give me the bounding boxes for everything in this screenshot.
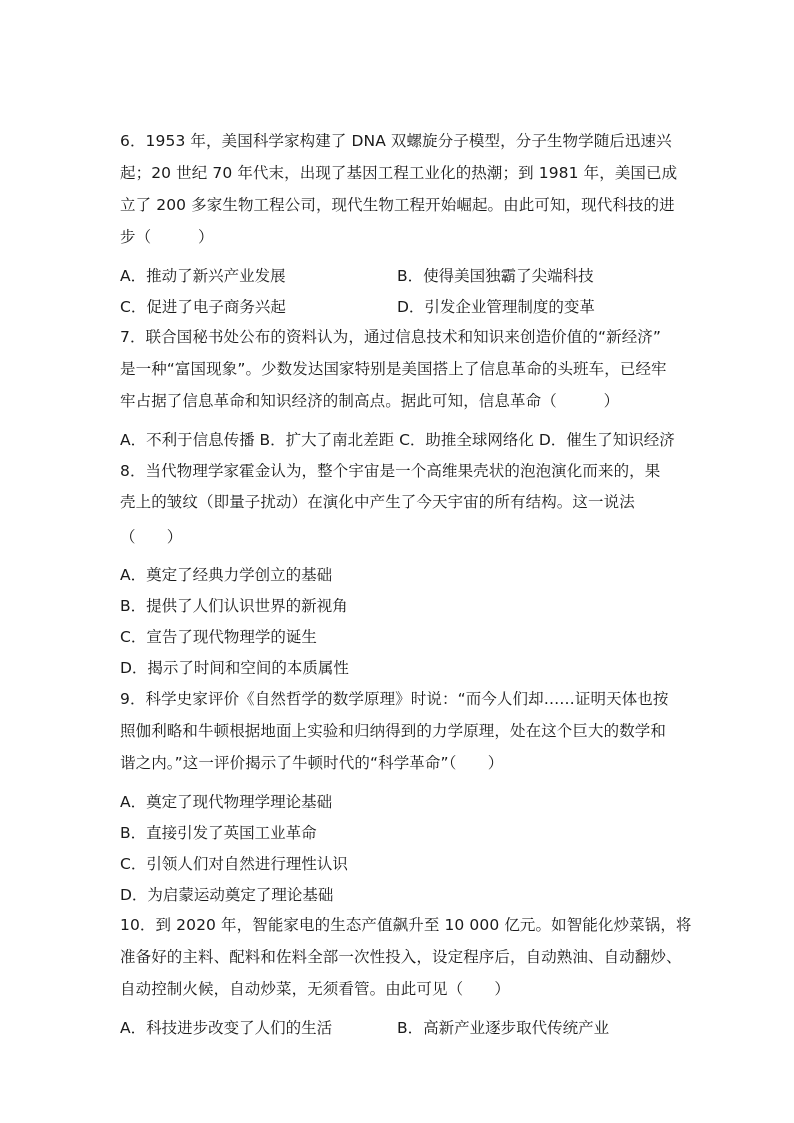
q8-option-b: B．提供了人们认识世界的新视角 [120, 597, 348, 615]
q9-option-c: C．引领人们对自然进行理性认识 [120, 855, 348, 873]
q10-option-b: B．高新产业逐步取代传统产业 [397, 1019, 610, 1037]
q6-option-d: D．引发企业管理制度的变革 [397, 298, 595, 316]
q7-options: A．不利于信息传播 B．扩大了南北差距 C．助推全球网络化 D．催生了知识经济 [120, 431, 675, 449]
q7-stem-line-3: 牢占据了信息革命和知识经济的制高点。据此可知，信息革命（ ） [120, 392, 620, 410]
q10-stem-line-2: 准备好的主料、配料和佐料全部一次性投入，设定程序后，自动熟油、自动翻炒、 [120, 948, 682, 966]
q9-option-b: B．直接引发了英国工业革命 [120, 824, 317, 842]
q8-stem-line-3: （ ） [120, 528, 183, 546]
q9-option-d: D．为启蒙运动奠定了理论基础 [120, 886, 334, 904]
q6-option-b: B．使得美国独霸了尖端科技 [397, 267, 594, 285]
q6-stem-line-1: 6．1953 年，美国科学家构建了 DNA 双螺旋分子模型，分子生物学随后迅速兴 [120, 132, 672, 150]
q6-stem-line-3: 立了 200 多家生物工程公司，现代生物工程开始崛起。由此可知，现代科技的进 [120, 196, 675, 214]
q8-stem-line-1: 8．当代物理学家霍金认为，整个宇宙是一个高维果壳状的泡泡演化而来的，果 [120, 462, 661, 480]
q10-option-a: A．科技进步改变了人们的生活 [120, 1019, 333, 1037]
q8-option-c: C．宣告了现代物理学的诞生 [120, 628, 317, 646]
q8-option-a: A．奠定了经典力学创立的基础 [120, 566, 333, 584]
q10-stem-line-3: 自动控制火候，自动炒菜，无须看管。由此可见（ ） [120, 980, 511, 998]
q8-option-d: D．揭示了时间和空间的本质属性 [120, 659, 349, 677]
q7-stem-line-1: 7．联合国秘书处公布的资料认为，通过信息技术和知识来创造价值的“新经济” [120, 328, 662, 346]
q9-stem-line-3: 谐之内。”这一评价揭示了牛顿时代的“科学革命”（ ） [120, 754, 504, 772]
q8-stem-line-2: 壳上的皱纹（即量子扰动）在演化中产生了今天宇宙的所有结构。这一说法 [120, 493, 635, 511]
q7-stem-line-2: 是一种“富国现象”。少数发达国家特别是美国搭上了信息革命的头班车，已经牢 [120, 360, 667, 378]
q9-stem-line-2: 照伽利略和牛顿根据地面上实验和归纳得到的力学原理，处在这个巨大的数学和 [120, 722, 667, 740]
q6-stem-line-4: 步（ ） [120, 228, 214, 246]
q9-stem-line-1: 9．科学史家评价《自然哲学的数学原理》时说：“而今人们却……证明天体也按 [120, 690, 669, 708]
q10-stem-line-1: 10．到 2020 年，智能家电的生态产值飙升至 10 000 亿元。如智能化炒菜锅，将 [120, 916, 692, 934]
q6-stem-line-2: 起；20 世纪 70 年代末，出现了基因工程工业化的热潮；到 1981 年，美国已成 [120, 164, 678, 182]
q6-option-a: A．推动了新兴产业发展 [120, 267, 286, 285]
q6-option-c: C．促进了电子商务兴起 [120, 298, 286, 316]
q9-option-a: A．奠定了现代物理学理论基础 [120, 793, 333, 811]
